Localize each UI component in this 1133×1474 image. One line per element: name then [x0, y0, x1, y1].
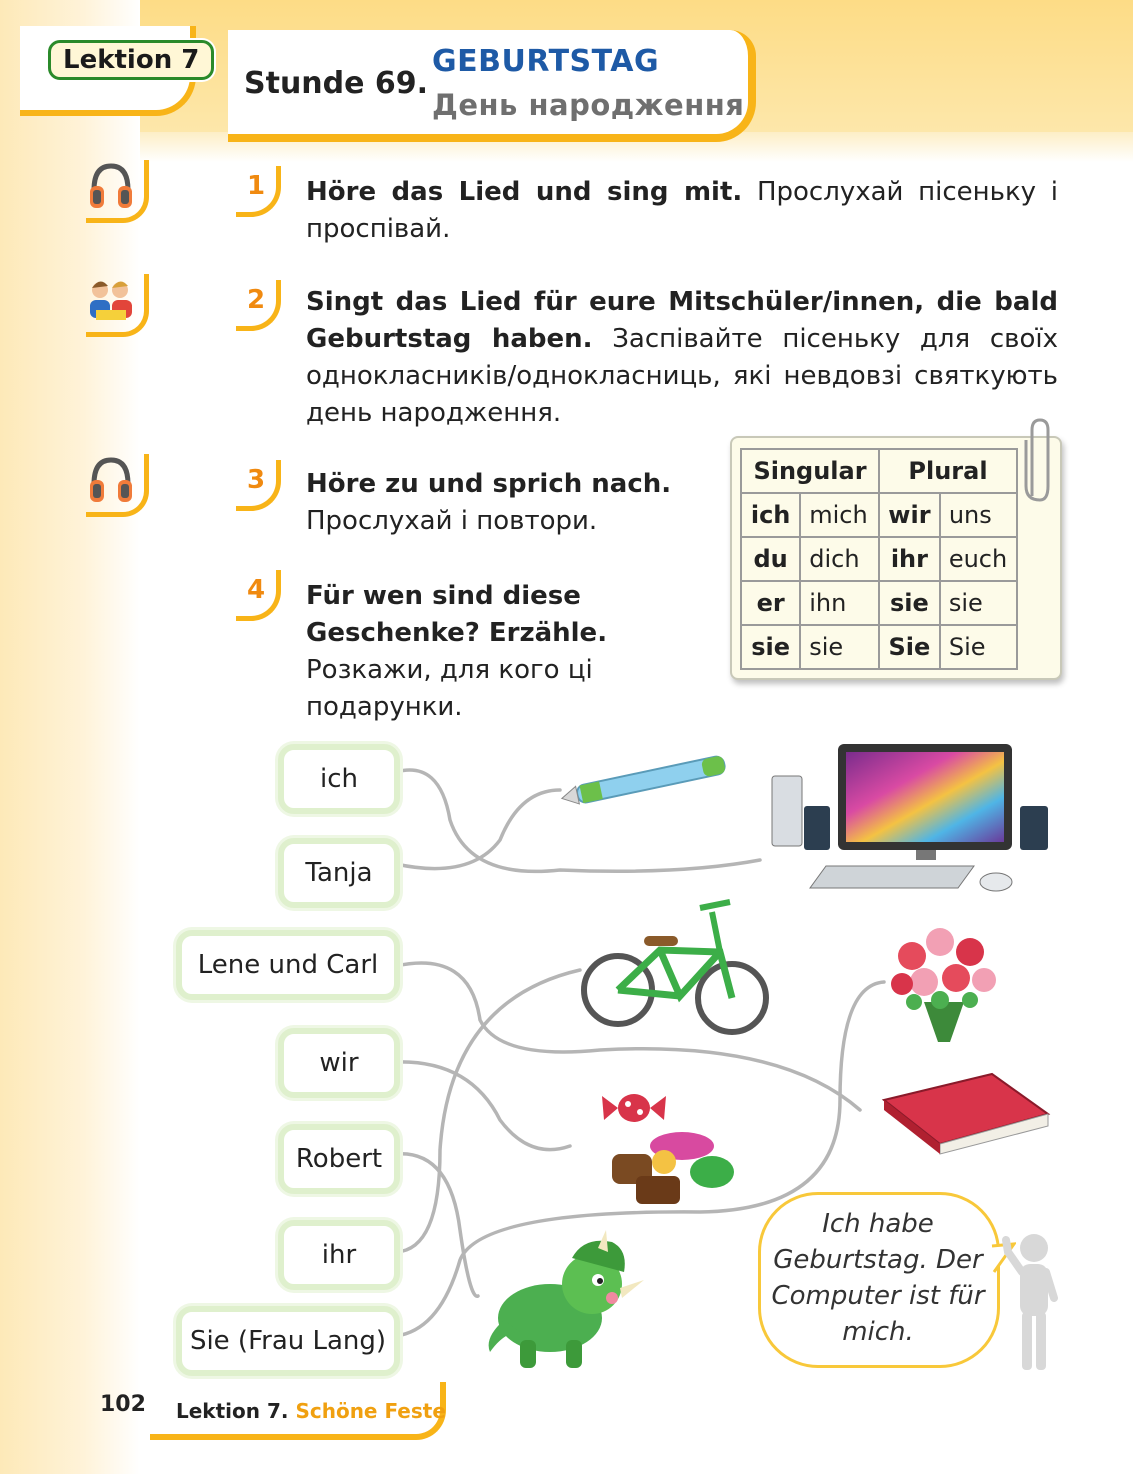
table-cell: sie [879, 581, 940, 625]
table-cell: wir [879, 493, 940, 537]
footer-lektion: Lektion 7. [176, 1399, 289, 1423]
lektion-label: Lektion 7 [48, 40, 214, 80]
computer-icon [766, 740, 1056, 892]
table-cell: Sie [879, 625, 940, 669]
task-number-2: 2 [236, 280, 281, 331]
task-3-text: Höre zu und sprich nach. Прослухай і повтори. [306, 469, 672, 536]
task-number-1: 1 [236, 166, 281, 217]
task-4-text: Für wen sind diese Geschenke? Erzähle. Розкажи, для кого ці подарунки. [306, 581, 608, 722]
table-header-plural: Plural [879, 449, 1017, 493]
table-cell: sie [800, 625, 879, 669]
bicycle-icon [580, 892, 770, 1042]
table-cell: ihr [879, 537, 940, 581]
name-box-tanja: Tanja [278, 838, 400, 908]
name-box-wir: wir [278, 1028, 400, 1098]
table-cell: ich [741, 493, 800, 537]
task-number-3: 3 [236, 460, 281, 511]
pen-icon [556, 752, 732, 810]
table-cell: Sie [940, 625, 1017, 669]
page-title-ua: День народження [432, 88, 745, 122]
page-title-de: GEBURTSTAG [432, 44, 660, 79]
book-icon [880, 1070, 1052, 1156]
name-box-sie-frau-lang: Sie (Frau Lang) [176, 1306, 400, 1376]
flowers-icon [884, 912, 1004, 1048]
table-cell: sie [741, 625, 800, 669]
sweets-icon [572, 1084, 742, 1210]
table-cell: euch [940, 537, 1017, 581]
table-cell: du [741, 537, 800, 581]
footer-title [176, 1399, 446, 1423]
table-header-singular: Singular [741, 449, 879, 493]
speech-bubble-text: Ich habe Geburtstag. Der Computer ist für mich. [771, 1209, 985, 1347]
name-box-lene-und-carl: Lene und Carl [176, 930, 400, 1000]
name-box-robert: Robert [278, 1124, 400, 1194]
dinosaur-icon [480, 1228, 646, 1376]
task-2-text: Singt das Lied für eure Mitschüler/innen, die bald Geburtstag haben. Заспівайте пісеньку для своїх однокласників/однокласниць, які невдовзі святкують день народження. [306, 287, 1058, 428]
table-cell: ihn [800, 581, 879, 625]
name-box-ich: ich [278, 744, 400, 814]
page-number: 102 [100, 1392, 146, 1417]
task-1-text: Höre das Lied und sing mit. Прослухай пісеньку і проспівай. [306, 177, 1058, 244]
stunde-label: Stunde 69. [244, 66, 429, 101]
boy-silhouette-icon [1000, 1228, 1060, 1376]
table-cell: mich [800, 493, 879, 537]
name-box-ihr: ihr [278, 1220, 400, 1290]
table-cell: dich [800, 537, 879, 581]
table-cell: sie [940, 581, 1017, 625]
table-cell: er [741, 581, 800, 625]
footer-topic: Schöne Feste [295, 1399, 446, 1423]
task-number-4: 4 [236, 570, 281, 621]
table-cell: uns [940, 493, 1017, 537]
